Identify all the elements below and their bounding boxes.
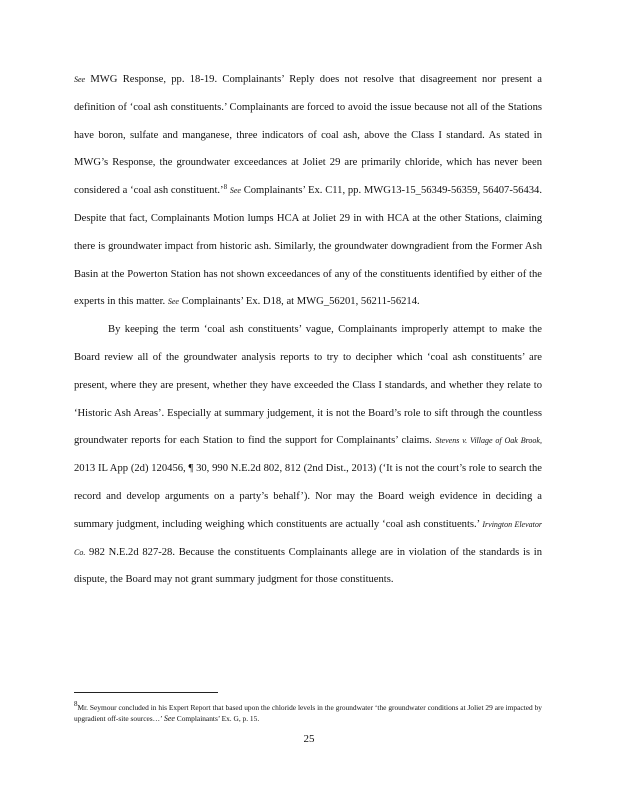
text-run: Complainants’ Ex. G, p. 15. — [174, 714, 260, 723]
text-run: By keeping the term ‘coal ash constituents’ vague, Complainants improperly attempt to make the Board review all of the groundwater analysis reports to try to decipher which ‘coal ash constituents’ are present, where they are present, whether they have exceeded the Class I standards, and whether they relate to ‘Historic Ash Areas’. Especially at summary judgement, it is not the Board’s role to sift through the countless groundwater reports for each Station to find the support for Complainants’ claims. — [74, 324, 542, 447]
text-run: MWG Response, pp. 18-19. Complainants’ Reply does not resolve that disagreement nor present a definition of ‘coal ash constituents.’ Complainants are forced to avoid the issue because not all of the Stations have boron, sulfate and manganese, three indicators of coal ash, above the Class I standard. As stated in MWG’s Response, the groundwater exceedances at Joliet 29 are primarily chloride, which has never been considered a ‘coal ash constituent.’ — [74, 74, 542, 197]
citation-text: See — [229, 186, 241, 196]
text-run: Complainants’ Ex. D18, at MWG_56201, 56211-56214. — [178, 296, 420, 308]
footnote-8 — [74, 702, 542, 724]
paragraph-1 — [74, 66, 542, 316]
text-run: Mr. Seymour concluded in his Expert Report that based upon the chloride levels in the groundwater ‘the groundwater conditions at Joliet 29 are impacted by upgradient off-site sources…’ — [74, 703, 542, 723]
citation-text: See — [167, 297, 179, 307]
page-number: 25 — [303, 733, 315, 745]
citation-text: Irvington Elevator Co. — [74, 519, 542, 557]
citation-text: See — [74, 75, 86, 84]
citation-text: See — [163, 714, 175, 723]
footnote-separator — [74, 692, 218, 693]
text-run: Complainants’ Ex. C11, pp. MWG13-15_56349-56359, 56407-56434. Despite that fact, Complainants Motion lumps HCA at Joliet 29 in with HCA at the other Stations, claiming there is groundwater impact from historic ash. Similarly, the groundwater downgradient from the Former Ash Basin at the Powerton Station has not shown exceedances of any of the constituents identified by either of the experts in this matter. — [74, 185, 542, 308]
footnote-marker: 8 — [74, 700, 78, 708]
text-run: 982 N.E.2d 827-28. Because the constituents Complainants allege are in violation of the standards is in dispute, the Board may not grant summary judgment for those constituents. — [74, 546, 542, 586]
footnote-marker: 8 — [223, 183, 228, 192]
paragraph-2 — [74, 316, 542, 594]
body-text — [74, 66, 542, 594]
citation-text: Stevens v. Village of Oak Brook, — [435, 436, 542, 446]
text-run: 2013 IL App (2d) 120456, ¶ 30, 990 N.E.2d 802, 812 (2nd Dist., 2013) (‘It is not the court’s role to search the record and develop arguments on a party’s behalf’). Nor may the Board weigh evidence in deciding a summary judgment, including weighing which constituents are actually ‘coal ash constituents.’ — [74, 463, 542, 530]
